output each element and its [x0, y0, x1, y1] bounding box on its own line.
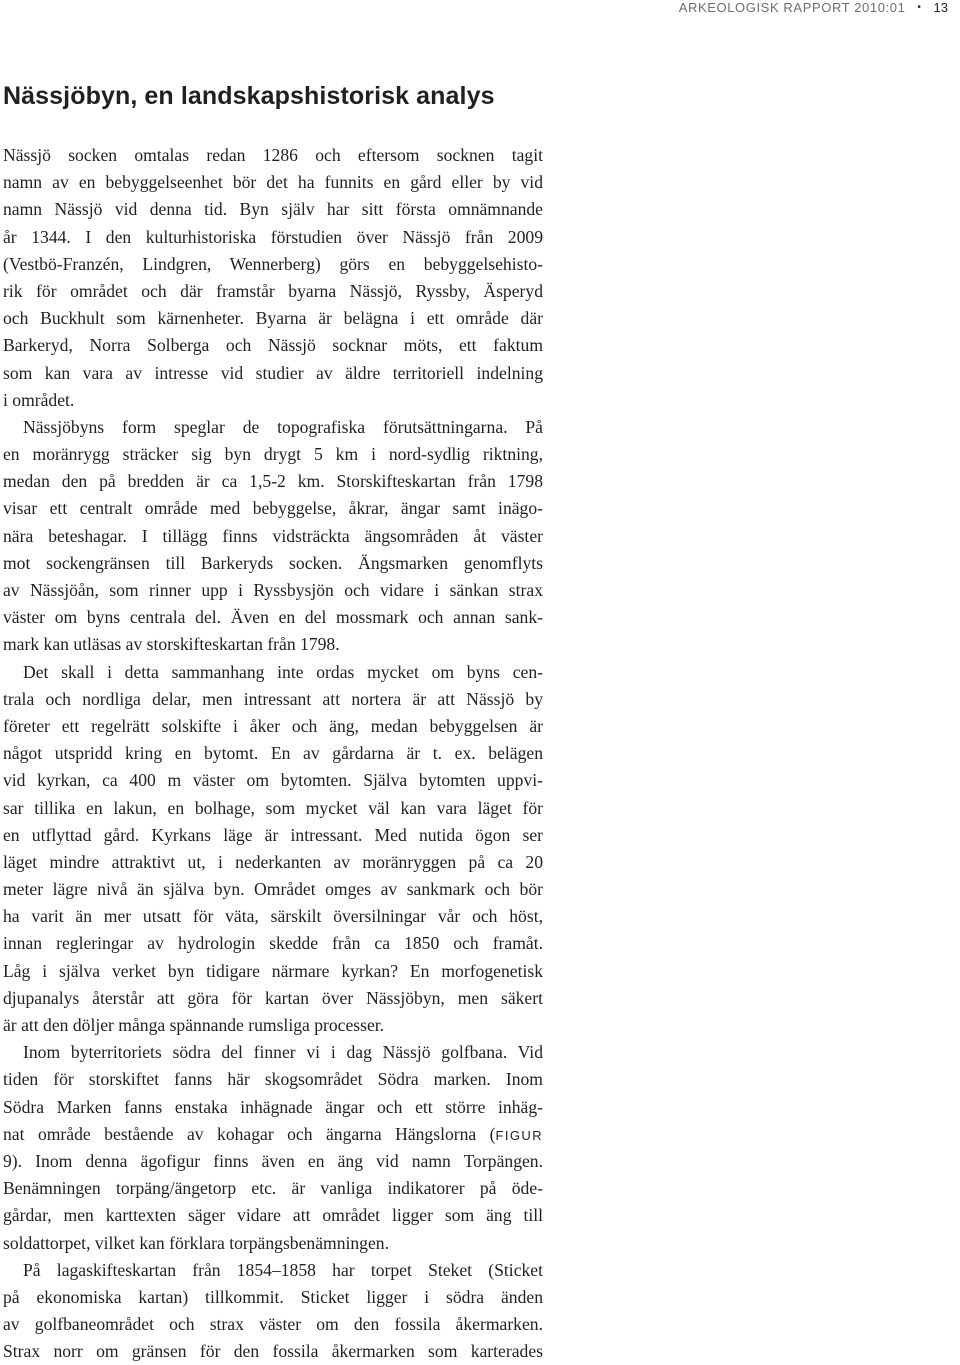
text-line: sar tillika en lakun, en bolhage, som mycket väl kan vara läget för [3, 797, 543, 818]
text-line: rik för området och där framstår byarna Nässjö, Ryssby, Äsperyd [3, 280, 543, 301]
text-line: är att den döljer många spännande rumsliga processer. [3, 1015, 385, 1035]
text-line: något utspridd kring en bytomt. En av gårdarna är t. ex. belägen [3, 743, 543, 764]
text-line: en utflyttad gård. Kyrkans läge är intressant. Med nutida ögon ser [3, 824, 543, 845]
text-line: namn av en bebyggelseenhet bör det ha funnits en gård eller by vid [3, 172, 543, 193]
running-header [679, 0, 948, 14]
text-line: trala och nordliga delar, men intressant att nortera är att Nässjö by [3, 688, 543, 709]
text-line: i området. [3, 389, 75, 410]
text-line: namn Nässjö vid denna tid. Byn själv har sitt första omnämnande [3, 199, 543, 220]
text-line: soldattorpet, vilket kan förklara torpängsbenämningen. [3, 1232, 389, 1253]
text-line: gårdar, men karttexten säger vidare att området ligger som äng till [3, 1205, 543, 1226]
text-line: år 1344. I den kulturhistoriska förstudien över Nässjö från 2009 [3, 226, 543, 247]
text-line-with-figure-ref [3, 1121, 543, 1148]
text-line: av golfbaneområdet och strax väster om den fossila åkermarken. [3, 1314, 543, 1335]
text-line: vid kyrkan, ca 400 m väster om bytomten. Själva bytomten uppvi- [3, 770, 543, 791]
text-line: visar ett centralt område med bebyggelse, åkrar, ängar samt inägo- [3, 498, 543, 519]
text-line: väster om byns centrala del. Även en del mossmark och annan sank- [3, 607, 543, 628]
text-line: som kan vara av intresse vid studier av äldre territoriell indelning [3, 362, 543, 383]
running-title: ARKEOLOGISK RAPPORT 2010:01 [678, 0, 906, 15]
text-line: mot sockengränsen till Barkeryds socken. Ängsmarken genomflyts [3, 552, 543, 573]
text-line: Det skall i detta sammanhang inte ordas mycket om byns cen- [23, 661, 543, 682]
text-line: Nässjö socken omtalas redan 1286 och eftersom socknen tagit [3, 145, 543, 165]
text-line: På lagaskifteskartan från 1854–1858 har torpet Steket (Sticket [23, 1259, 543, 1280]
text-line: innan regleringar av hydrologin skedde från ca 1850 och framåt. [3, 933, 543, 954]
text-line: Nässjöbyns form speglar de topografiska förutsättningarna. På [23, 416, 543, 437]
paragraph-2 [3, 414, 543, 659]
paragraph-1 [3, 142, 543, 414]
text-line: mark kan utläsas av storskifteskartan från 1798. [3, 634, 340, 655]
text-line: Södra Marken fanns enstaka inhägnade ängar och ett större inhäg- [3, 1096, 543, 1117]
text-line: tiden för storskiftet fanns här skogsområdet Södra marken. Inom [3, 1069, 543, 1090]
text-line: av Nässjöån, som rinner upp i Ryssbysjön och vidare i sänkan strax [3, 580, 543, 600]
text-line: (Vestbö-Franzén, Lindgren, Wennerberg) görs en bebyggelsehisto- [3, 253, 543, 274]
text-line: läget mindre attraktivt ut, i nederkanten av moränryggen på ca 20 [3, 851, 543, 872]
text-line: ha varit än mer utsatt för väta, särskilt översilningar vår och höst, [3, 906, 543, 927]
text-line: Benämningen torpäng/ängetorp etc. är vanliga indikatorer på öde- [3, 1178, 543, 1199]
text-line: meter lägre nivå än själva byn. Området omges av sankmark och bör [3, 879, 543, 900]
text-line: 9). Inom denna ägofigur finns även en äng vid namn Torpängen. [3, 1150, 543, 1171]
text-line: Låg i själva verket byn tidigare närmare kyrkan? En morfogenetisk [3, 960, 543, 981]
paragraph-5 [3, 1257, 543, 1365]
text-line: på ekonomiska kartan) tillkommit. Sticket ligger i södra änden [3, 1286, 543, 1307]
text-line: en moränrygg sträcker sig byn drygt 5 km i nord-sydlig riktning, [3, 444, 543, 465]
section-title: Nässjöbyn, en landskapshistorisk analys [3, 82, 495, 110]
text-fragment: nat område bestående av kohagar och ängarna Hängslorna ( [3, 1123, 496, 1144]
text-line: medan den på bredden är ca 1,5-2 km. Storskifteskartan från 1798 [3, 471, 543, 492]
header-bullet: • [917, 1, 922, 13]
body-text [3, 142, 543, 1365]
text-line: nära beteshagar. I tillägg finns vidsträckta ängsområden åt väster [3, 525, 543, 546]
text-line: Inom byterritoriets södra del finner vi i dag Nässjö golfbana. Vid [23, 1042, 543, 1063]
text-line: Barkeryd, Norra Solberga och Nässjö socknar möts, ett faktum [3, 335, 543, 356]
text-line: och Buckhult som kärnenheter. Byarna är belägna i ett område där [3, 308, 543, 329]
text-line: Strax norr om gränsen för den fossila åkermarken som karterades [3, 1341, 543, 1362]
paragraph-4 [3, 1039, 543, 1257]
paragraph-3 [3, 659, 543, 1040]
page-number: 13 [933, 0, 948, 15]
text-line: djupanalys återstår att göra för kartan över Nässjöbyn, men säkert [3, 987, 543, 1008]
figure-reference: FIGUR [495, 1127, 543, 1143]
text-line: företer ett regelrätt solskifte i åker och äng, medan bebyggelsen är [3, 715, 543, 736]
